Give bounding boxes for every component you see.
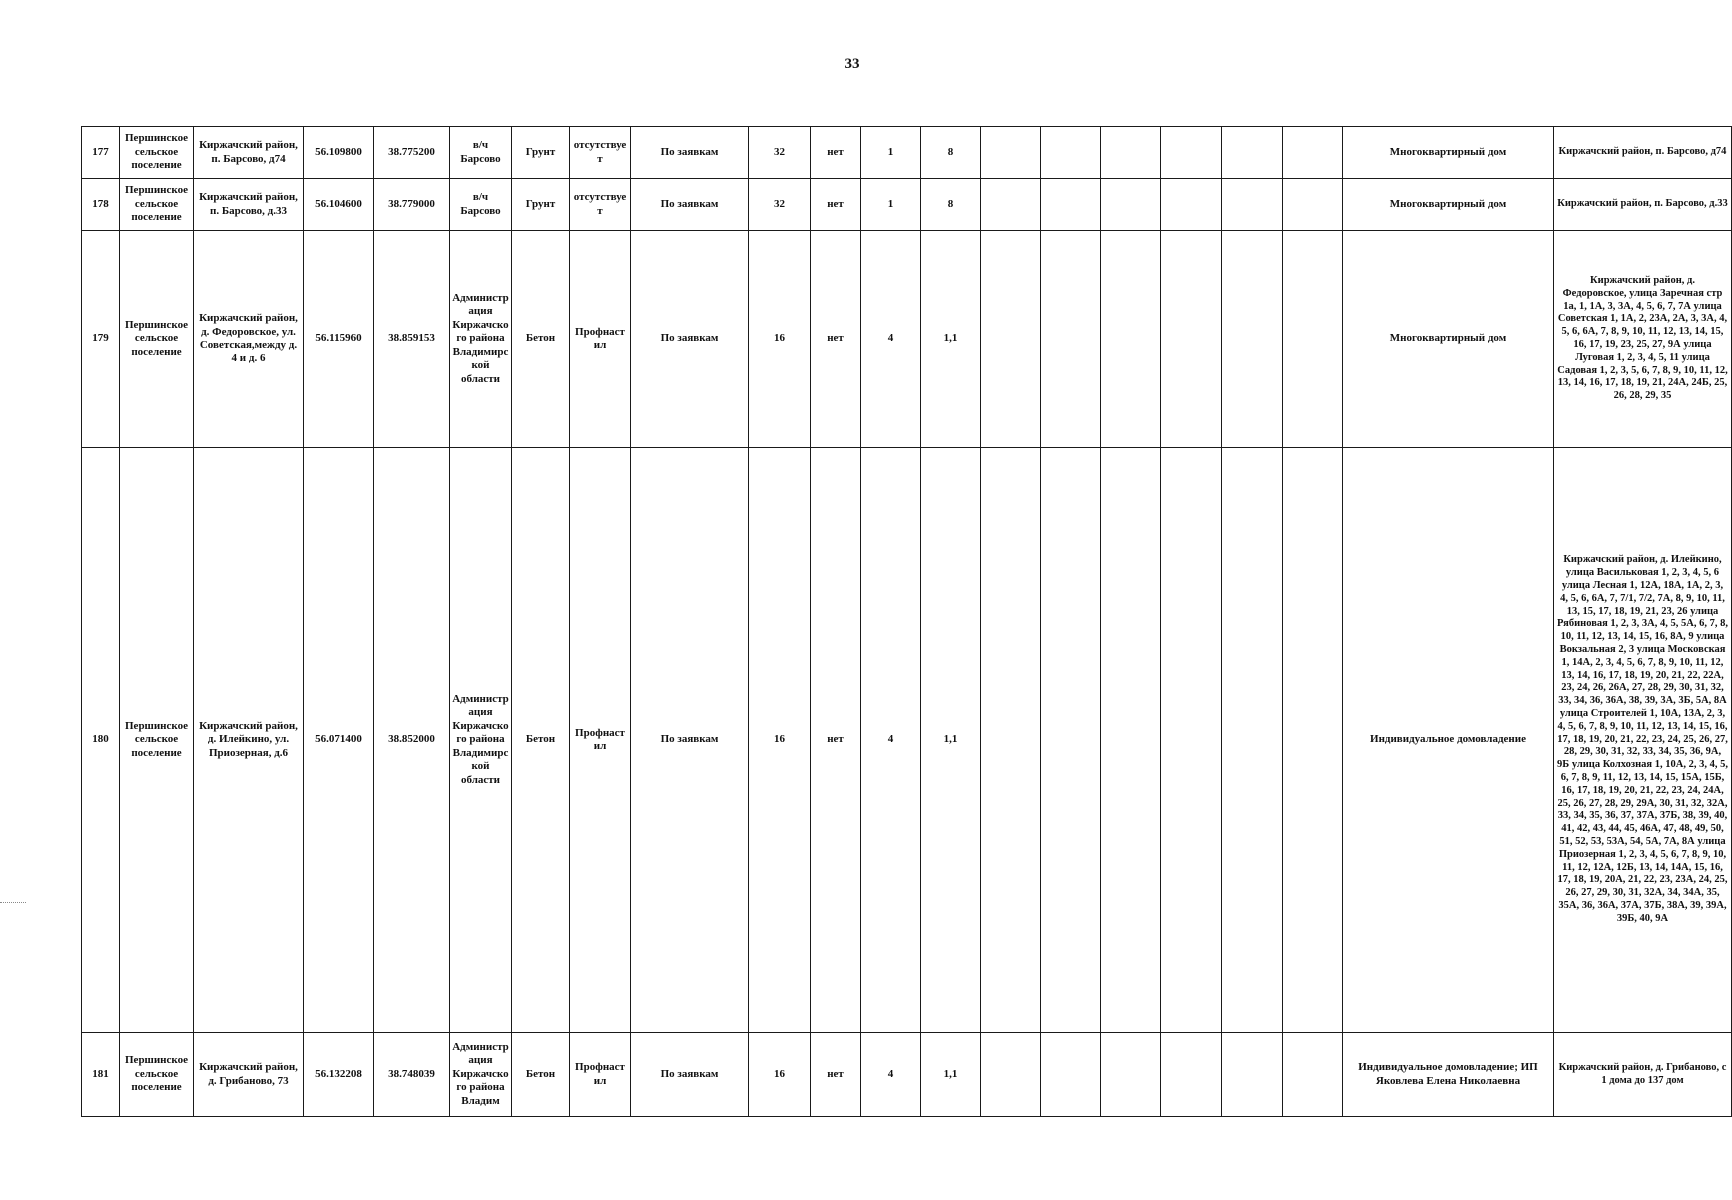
served-addresses-cell: Киржачский район, п. Барсово, д.33 bbox=[1554, 179, 1732, 231]
volume-cell: 32 bbox=[749, 127, 811, 179]
row-number: 180 bbox=[82, 448, 120, 1033]
waste-sites-table bbox=[81, 126, 1732, 1117]
empty-cell bbox=[1283, 231, 1343, 448]
separate-collection-cell: нет bbox=[811, 231, 861, 448]
schedule-cell: По заявкам bbox=[631, 231, 749, 448]
settlement-cell: Першинское сельское поселение bbox=[120, 448, 194, 1033]
owner-cell: Администрация Киржачского района Владимирской области bbox=[450, 448, 512, 1033]
longitude-cell: 38.748039 bbox=[374, 1033, 450, 1117]
table-row bbox=[82, 448, 1732, 1033]
latitude-cell: 56.115960 bbox=[304, 231, 374, 448]
surface-cell: Бетон bbox=[512, 1033, 570, 1117]
source-type-cell: Индивидуальное домовладение; ИП Яковлева Елена Николаевна bbox=[1343, 1033, 1554, 1117]
fence-cell: отсутствует bbox=[570, 127, 631, 179]
empty-cell bbox=[981, 448, 1041, 1033]
empty-cell bbox=[1222, 1033, 1283, 1117]
owner-cell: в/ч Барсово bbox=[450, 179, 512, 231]
empty-cell bbox=[1161, 179, 1222, 231]
container-count-cell: 1 bbox=[861, 179, 921, 231]
empty-cell bbox=[1101, 127, 1161, 179]
fence-cell: Профнастил bbox=[570, 1033, 631, 1117]
empty-cell bbox=[981, 231, 1041, 448]
surface-cell: Грунт bbox=[512, 127, 570, 179]
row-number: 178 bbox=[82, 179, 120, 231]
volume-cell: 16 bbox=[749, 448, 811, 1033]
container-capacity-cell: 1,1 bbox=[921, 231, 981, 448]
location-cell: Киржачский район, п. Барсово, д74 bbox=[194, 127, 304, 179]
owner-cell: Администрация Киржачского района Владим bbox=[450, 1033, 512, 1117]
container-capacity-cell: 8 bbox=[921, 127, 981, 179]
table-row bbox=[82, 1033, 1732, 1117]
fence-cell: Профнастил bbox=[570, 231, 631, 448]
empty-cell bbox=[1161, 231, 1222, 448]
location-cell: Киржачский район, д. Грибаново, 73 bbox=[194, 1033, 304, 1117]
longitude-cell: 38.859153 bbox=[374, 231, 450, 448]
empty-cell bbox=[1041, 127, 1101, 179]
separate-collection-cell: нет bbox=[811, 1033, 861, 1117]
served-addresses-cell: Киржачский район, п. Барсово, д74 bbox=[1554, 127, 1732, 179]
empty-cell bbox=[1161, 448, 1222, 1033]
location-cell: Киржачский район, д. Федоровское, ул. Советская,между д. 4 и д. 6 bbox=[194, 231, 304, 448]
empty-cell bbox=[1041, 448, 1101, 1033]
empty-cell bbox=[1101, 448, 1161, 1033]
empty-cell bbox=[1041, 179, 1101, 231]
scan-edge-mark bbox=[0, 902, 26, 903]
served-addresses-cell: Киржачский район, д. Илейкино, улица Васильковая 1, 2, 3, 4, 5, 6 улица Лесная 1, 12А, 18А, 1А, 2, 3, 4, 5, 6, 6А, 7, 7/1, 7/2, 7А, 8, 9, 10, 11, 13, 15, 17, 18, 19, 21, 23, 26 улица Рябиновая 1, 2, 3, 3А, 4, 5, 5А, 6, 7, 8, 10, 11, 12, 13, 14, 15, 16, 8А, 9 улица Вокзальная 2, 3 улица Московская 1, 14А, 2, 3, 4, 5, 6, 7, 8, 9, 10, 11, 12, 13, 14, 16, 17, 18, 19, 20, 21, 22, 22А, 23, 24, 26, 26А, 27, 28, 29, 30, 31, 32, 33, 34, 36, 36А, 38, 39, 3А, 3Б, 5А, 8А улица Строителей 1, 10А, 13А, 2, 3, 4, 5, 6, 7, 8, 9, 10, 11, 12, 13, 14, 15, 16, 17, 18, 19, 20, 21, 22, 23, 24, 25, 26, 27, 28, 29, 30, 31, 32, 33, 34, 35, 36, 9А, 9Б улица Колхозная 1, 10А, 2, 3, 4, 5, 6, 7, 8, 9, 11, 12, 13, 14, 15, 15А, 15Б, 16, 17, 18, 19, 20, 21, 22, 23, 24, 24А, 25, 26, 27, 28, 29, 29А, 30, 31, 32, 32А, 33, 34, 35, 36, 37, 37А, 37Б, 38, 39, 40, 41, 42, 43, 44, 45, 46А, 47, 48, 49, 50, 51, 52, 53, 53А, 54, 5А, 7А, 8А улица Приозерная 1, 2, 3, 4, 5, 6, 7, 8, 9, 10, 11, 12, 12А, 12Б, 13, 14, 14А, 15, 16, 17, 18, 19, 20А, 21, 22, 23, 23А, 24, 25, 26, 27, 29, 30, 31, 32А, 34, 34А, 35, 35А, 36, 36А, 37А, 37Б, 38А, 39, 39А, 39Б, 40, 9А bbox=[1554, 448, 1732, 1033]
volume-cell: 16 bbox=[749, 1033, 811, 1117]
empty-cell bbox=[981, 127, 1041, 179]
container-capacity-cell: 1,1 bbox=[921, 448, 981, 1033]
separate-collection-cell: нет bbox=[811, 179, 861, 231]
longitude-cell: 38.779000 bbox=[374, 179, 450, 231]
empty-cell bbox=[1283, 179, 1343, 231]
table-row bbox=[82, 127, 1732, 179]
owner-cell: в/ч Барсово bbox=[450, 127, 512, 179]
container-capacity-cell: 1,1 bbox=[921, 1033, 981, 1117]
table-row bbox=[82, 231, 1732, 448]
settlement-cell: Першинское сельское поселение bbox=[120, 127, 194, 179]
fence-cell: Профнастил bbox=[570, 448, 631, 1033]
latitude-cell: 56.132208 bbox=[304, 1033, 374, 1117]
latitude-cell: 56.109800 bbox=[304, 127, 374, 179]
settlement-cell: Першинское сельское поселение bbox=[120, 231, 194, 448]
source-type-cell: Многоквартирный дом bbox=[1343, 127, 1554, 179]
empty-cell bbox=[1101, 231, 1161, 448]
source-type-cell: Многоквартирный дом bbox=[1343, 179, 1554, 231]
empty-cell bbox=[981, 179, 1041, 231]
empty-cell bbox=[1222, 179, 1283, 231]
served-addresses-cell: Киржачский район, д. Грибаново, с 1 дома до 137 дом bbox=[1554, 1033, 1732, 1117]
served-addresses-cell: Киржачский район, д. Федоровское, улица Заречная стр 1а, 1, 1А, 3, 3А, 4, 5, 6, 7, 7А улица Советская 1, 1А, 2, 23А, 2А, 3, 3А, 4, 5, 6, 6А, 7, 8, 9, 10, 11, 12, 13, 14, 15, 16, 17, 19, 23, 25, 27, 9А улица Луговая 1, 2, 3, 4, 5, 11 улица Садовая 1, 2, 3, 5, 6, 7, 8, 9, 10, 11, 12, 13, 14, 16, 17, 18, 19, 21, 24А, 24Б, 25, 26, 28, 29, 35 bbox=[1554, 231, 1732, 448]
separate-collection-cell: нет bbox=[811, 127, 861, 179]
empty-cell bbox=[981, 1033, 1041, 1117]
fence-cell: отсутствует bbox=[570, 179, 631, 231]
location-cell: Киржачский район, п. Барсово, д.33 bbox=[194, 179, 304, 231]
container-count-cell: 1 bbox=[861, 127, 921, 179]
table-row bbox=[82, 179, 1732, 231]
container-count-cell: 4 bbox=[861, 1033, 921, 1117]
settlement-cell: Першинское сельское поселение bbox=[120, 1033, 194, 1117]
container-capacity-cell: 8 bbox=[921, 179, 981, 231]
empty-cell bbox=[1041, 1033, 1101, 1117]
source-type-cell: Многоквартирный дом bbox=[1343, 231, 1554, 448]
empty-cell bbox=[1283, 1033, 1343, 1117]
separate-collection-cell: нет bbox=[811, 448, 861, 1033]
container-count-cell: 4 bbox=[861, 448, 921, 1033]
empty-cell bbox=[1283, 127, 1343, 179]
settlement-cell: Першинское сельское поселение bbox=[120, 179, 194, 231]
empty-cell bbox=[1222, 127, 1283, 179]
row-number: 177 bbox=[82, 127, 120, 179]
surface-cell: Бетон bbox=[512, 448, 570, 1033]
empty-cell bbox=[1222, 231, 1283, 448]
empty-cell bbox=[1161, 127, 1222, 179]
empty-cell bbox=[1101, 179, 1161, 231]
schedule-cell: По заявкам bbox=[631, 1033, 749, 1117]
schedule-cell: По заявкам bbox=[631, 127, 749, 179]
longitude-cell: 38.852000 bbox=[374, 448, 450, 1033]
location-cell: Киржачский район, д. Илейкино, ул. Приозерная, д.6 bbox=[194, 448, 304, 1033]
row-number: 181 bbox=[82, 1033, 120, 1117]
source-type-cell: Индивидуальное домовладение bbox=[1343, 448, 1554, 1033]
longitude-cell: 38.775200 bbox=[374, 127, 450, 179]
empty-cell bbox=[1283, 448, 1343, 1033]
row-number: 179 bbox=[82, 231, 120, 448]
empty-cell bbox=[1161, 1033, 1222, 1117]
schedule-cell: По заявкам bbox=[631, 179, 749, 231]
latitude-cell: 56.104600 bbox=[304, 179, 374, 231]
empty-cell bbox=[1101, 1033, 1161, 1117]
surface-cell: Бетон bbox=[512, 231, 570, 448]
empty-cell bbox=[1222, 448, 1283, 1033]
schedule-cell: По заявкам bbox=[631, 448, 749, 1033]
volume-cell: 32 bbox=[749, 179, 811, 231]
owner-cell: Администрация Киржачского района Владимирской области bbox=[450, 231, 512, 448]
page-number: 33 bbox=[844, 56, 860, 72]
volume-cell: 16 bbox=[749, 231, 811, 448]
latitude-cell: 56.071400 bbox=[304, 448, 374, 1033]
container-count-cell: 4 bbox=[861, 231, 921, 448]
empty-cell bbox=[1041, 231, 1101, 448]
surface-cell: Грунт bbox=[512, 179, 570, 231]
